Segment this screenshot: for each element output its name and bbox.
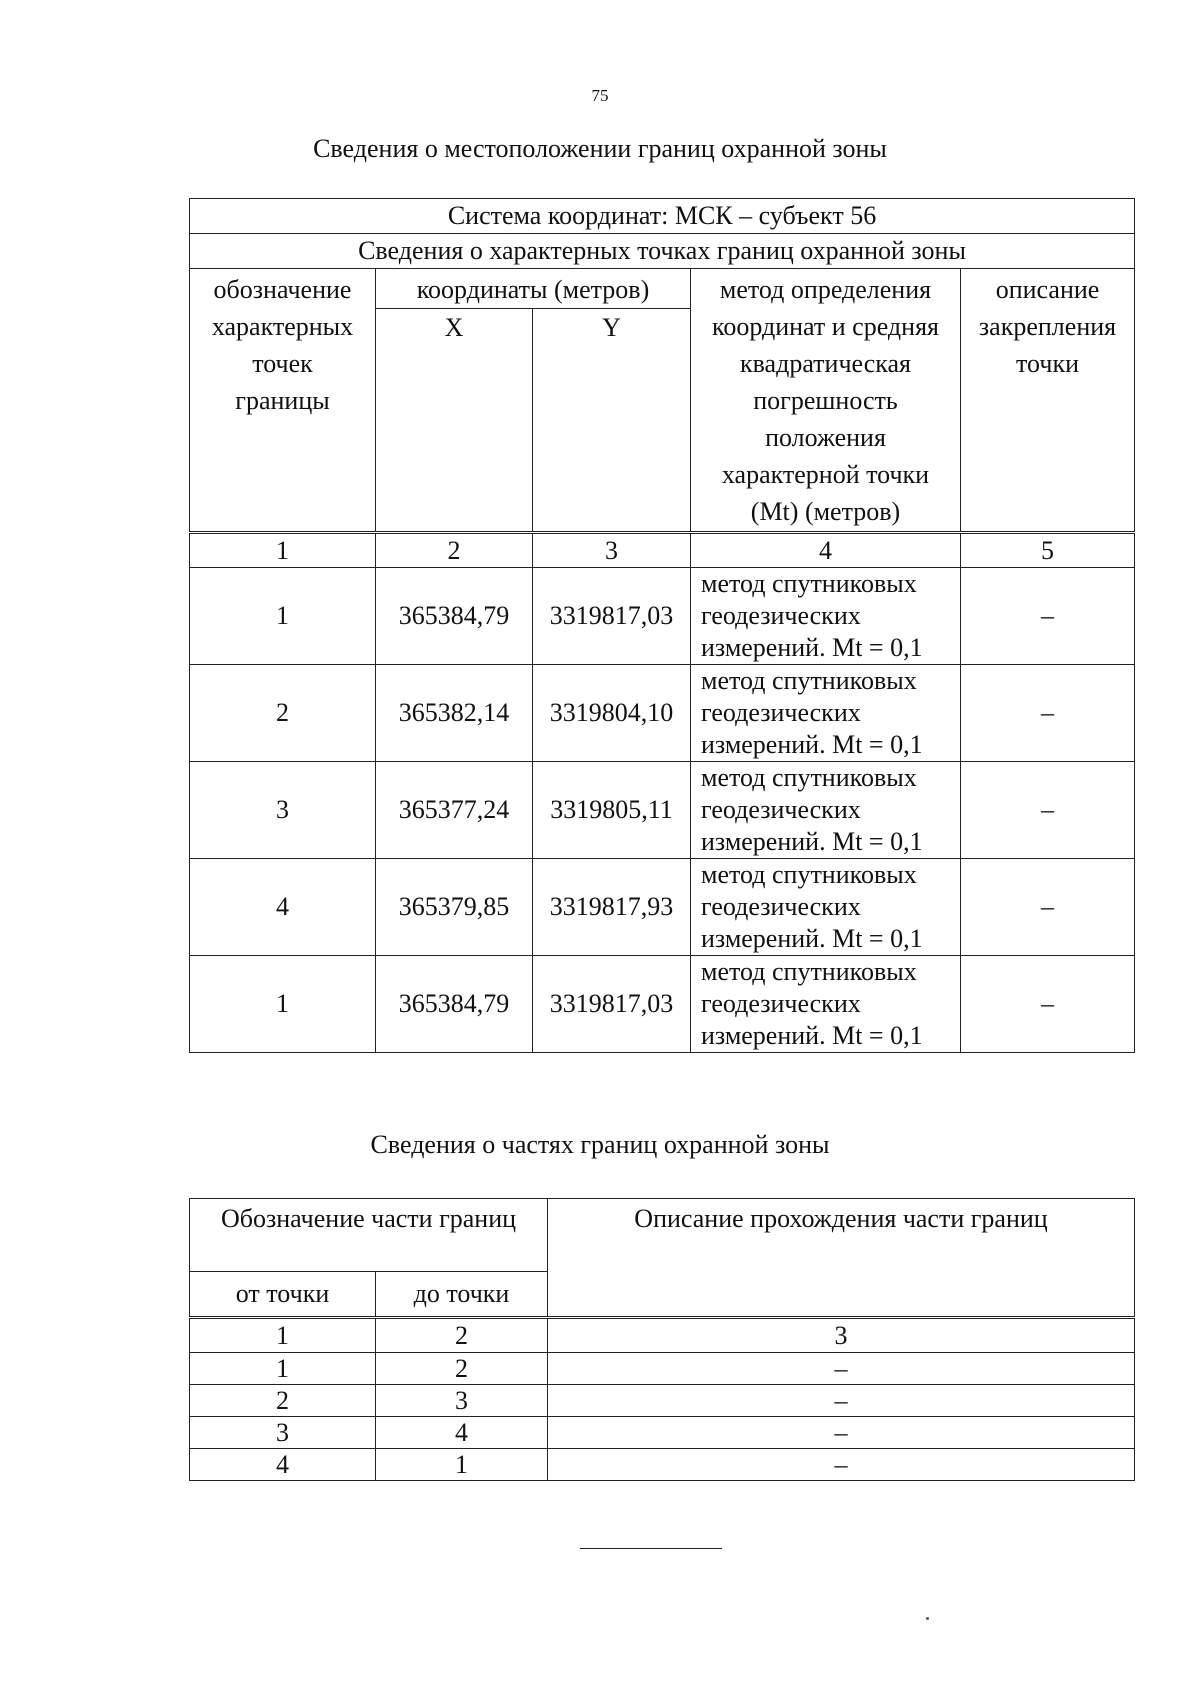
header-part-designation: Обозначение части границ	[190, 1199, 548, 1272]
column-number: 2	[376, 533, 533, 568]
column-number: 3	[533, 533, 691, 568]
table-row	[190, 1353, 1135, 1385]
column-number: 5	[961, 533, 1135, 568]
method-cell: метод спутниковых геодезических измерений. Mt = 0,1	[691, 956, 961, 1053]
column-number: 1	[190, 533, 376, 568]
scan-speck	[926, 1617, 929, 1620]
point-number: 2	[190, 665, 376, 762]
header-method: метод определения координат и средняя квадратическая погрешность положения характерной точки (Mt) (метров)	[691, 269, 961, 533]
section-title-boundary-location: Сведения о местоположении границ охранной зоны	[313, 134, 887, 163]
table-row	[190, 1417, 1135, 1449]
passage-description: –	[548, 1449, 1135, 1481]
header-y: Y	[533, 309, 691, 533]
to-point: 2	[376, 1353, 548, 1385]
table-row	[190, 1385, 1135, 1417]
method-cell: метод спутниковых геодезических измерений. Mt = 0,1	[691, 762, 961, 859]
point-number: 1	[190, 568, 376, 665]
x-coordinate: 365377,24	[376, 762, 533, 859]
y-coordinate: 3319805,11	[533, 762, 691, 859]
column-number: 2	[376, 1318, 548, 1353]
table-row	[190, 956, 1135, 1053]
to-point: 4	[376, 1417, 548, 1449]
header-to-point: до точки	[376, 1272, 548, 1318]
method-cell: метод спутниковых геодезических измерений. Mt = 0,1	[691, 859, 961, 956]
page-number: 75	[591, 86, 609, 105]
table-row	[190, 665, 1135, 762]
column-number-row	[190, 1318, 1135, 1353]
section-title-boundary-parts: Сведения о частях границ охранной зоны	[370, 1130, 830, 1159]
fixing-description: –	[961, 956, 1135, 1053]
passage-description: –	[548, 1385, 1135, 1417]
header-designation: обозначение характерных точек границы	[190, 269, 376, 533]
to-point: 3	[376, 1385, 548, 1417]
column-number: 3	[548, 1318, 1135, 1353]
y-coordinate: 3319817,03	[533, 568, 691, 665]
boundary-parts-table	[189, 1198, 1135, 1481]
point-number: 3	[190, 762, 376, 859]
fixing-description: –	[961, 859, 1135, 956]
from-point: 1	[190, 1353, 376, 1385]
to-point: 1	[376, 1449, 548, 1481]
point-number: 4	[190, 859, 376, 956]
fixing-description: –	[961, 568, 1135, 665]
header-x: X	[376, 309, 533, 533]
from-point: 4	[190, 1449, 376, 1481]
header-description: описание закрепления точки	[961, 269, 1135, 533]
header-passage-description: Описание прохождения части границ	[548, 1199, 1135, 1318]
passage-description: –	[548, 1353, 1135, 1385]
table-row	[190, 859, 1135, 956]
column-number: 4	[691, 533, 961, 568]
x-coordinate: 365384,79	[376, 568, 533, 665]
y-coordinate: 3319817,03	[533, 956, 691, 1053]
x-coordinate: 365382,14	[376, 665, 533, 762]
method-cell: метод спутниковых геодезических измерений. Mt = 0,1	[691, 568, 961, 665]
point-number: 1	[190, 956, 376, 1053]
table-row	[190, 568, 1135, 665]
method-cell: метод спутниковых геодезических измерений. Mt = 0,1	[691, 665, 961, 762]
fixing-description: –	[961, 762, 1135, 859]
coordinate-system-cell: Система координат: МСК – субъект 56	[190, 199, 1135, 234]
end-of-page-rule	[580, 1548, 722, 1549]
x-coordinate: 365379,85	[376, 859, 533, 956]
from-point: 3	[190, 1417, 376, 1449]
header-from-point: от точки	[190, 1272, 376, 1318]
x-coordinate: 365384,79	[376, 956, 533, 1053]
characteristic-points-table	[189, 198, 1135, 1053]
from-point: 2	[190, 1385, 376, 1417]
header-coordinates: координаты (метров)	[376, 269, 691, 309]
column-number-row	[190, 533, 1135, 568]
table-row	[190, 1449, 1135, 1481]
table-row	[190, 762, 1135, 859]
points-caption-cell: Сведения о характерных точках границ охранной зоны	[190, 234, 1135, 269]
y-coordinate: 3319817,93	[533, 859, 691, 956]
passage-description: –	[548, 1417, 1135, 1449]
fixing-description: –	[961, 665, 1135, 762]
column-number: 1	[190, 1318, 376, 1353]
y-coordinate: 3319804,10	[533, 665, 691, 762]
